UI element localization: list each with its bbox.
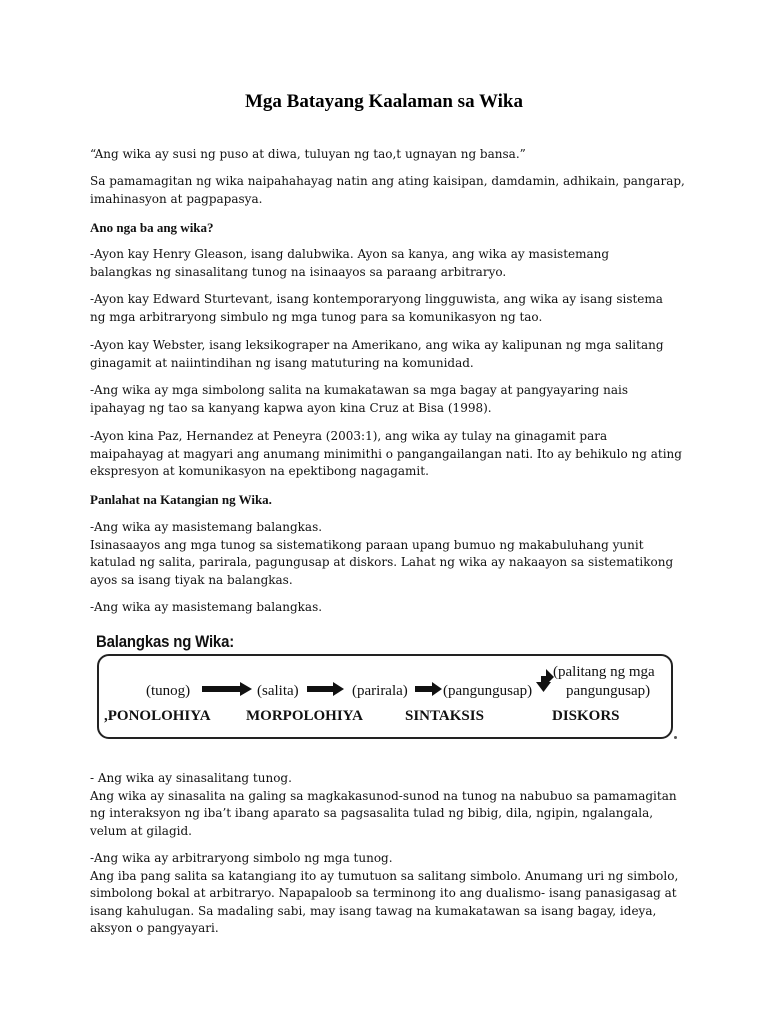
trait-masistemang-balangkas: -Ang wika ay masistemang balangkas. Isinasaayos ang mga tunog sa sistematikong paraan upang bumuo ng makabuluhang yunit katulad ng salita, parirala, pagungusap at diskors. Lahat ng wika ay nakaayon sa sistematikong ayos sa isang tiyak na balangkas.: [90, 520, 674, 587]
document-title: Mga Batayang Kaalaman sa Wika: [244, 90, 523, 112]
term-diskors: DISKORS: [552, 708, 620, 724]
arrow-right-icon: [536, 669, 554, 692]
trait-masistemang-balangkas-repeat: -Ang wika ay masistemang balangkas.: [90, 600, 323, 614]
section-heading-ano-ang-wika: Ano nga ba ang wika?: [90, 220, 214, 235]
definition-sturtevant: -Ayon kay Edward Sturtevant, isang kontemporaryong lingguwista, ang wika ay isang sistema ng mga arbitraryong simbulo ng mga tunog para sa komunikasyon ng tao.: [90, 292, 663, 324]
unit-pangungusap: (pangungusap): [443, 683, 533, 699]
definition-paz: -Ayon kina Paz, Hernandez at Peneyra (2003:1), ang wika ay tulay na ginagamit para maipahayag at magyari ang anumang minimithi o pangangailangan nati. Ito ay behikulo ng ating ekspresyon at komunikasyon na epektibong nagagamit.: [90, 429, 682, 478]
unit-salita: (salita): [257, 683, 299, 699]
unit-palitang-line2: pangungusap): [566, 683, 651, 699]
unit-tunog: (tunog): [146, 683, 191, 699]
definition-cruz-bisa: -Ang wika ay mga simbolong salita na kumakatawan sa mga bagay at pangyayaring nais ipahayag ng tao sa kanyang kapwa ayon kina Cruz at Bisa (1998).: [90, 383, 629, 415]
term-sintaksis: SINTAKSIS: [405, 708, 484, 724]
section-heading-katangian: Panlahat na Katangian ng Wika.: [90, 492, 272, 507]
quote: “Ang wika ay susi ng puso at diwa, tuluyan ng tao,t ugnayan ng bansa.”: [90, 147, 526, 161]
unit-parirala: (parirala): [352, 683, 408, 699]
definition-gleason: -Ayon kay Henry Gleason, isang dalubwika. Ayon sa kanya, ang wika ay masistemang balangkas ng sinasalitang tunog na isinaayos sa paraang arbitraryo.: [90, 247, 610, 279]
arrow-right-icon: [307, 682, 344, 696]
arrow-right-icon: [415, 682, 442, 696]
term-morpolohiya: MORPOLOHIYA: [246, 708, 363, 724]
arrow-right-icon: [202, 682, 252, 696]
trait-arbitraryong-simbolo: -Ang wika ay arbitraryong simbolo ng mga tunog. Ang iba pang salita sa katangiang ito ay tumutuon sa salitang simbolo. Anumang uri ng simbolo, simbolong bokal at arbitraryo. Napapaloob sa terminong ito ang dualismo- isang panasigasag at isang kahulugan. Sa madaling sabi, may isang tawag na kumakatawan sa isang bagay, ideya, aksyon o pangyayari.: [90, 851, 679, 935]
trait-sinasalitang-tunog: - Ang wika ay sinasalitang tunog. Ang wika ay sinasalita na galing sa magkakasunod-sunod na tunog na nabubuo sa pamamagitan ng interaksyon ng iba’t ibang aparato sa pagsasalita tulad ng bibig, dila, ngipin, ngalangala, velum at gilagid.: [90, 771, 677, 838]
dot-mark: [674, 736, 677, 739]
diagram-label: Balangkas ng Wika:: [96, 632, 235, 651]
term-ponolohiya: ,PONOLOHIYA: [104, 708, 211, 724]
definition-webster: -Ayon kay Webster, isang leksikograper na Amerikano, ang wika ay kalipunan ng mga salitang ginagamit at naiintindihan ng isang matuturing na komunidad.: [90, 338, 664, 370]
unit-palitang-line1: (palitang ng mga: [553, 664, 655, 680]
intro-paragraph: Sa pamamagitan ng wika naipahahayag natin ang ating kaisipan, damdamin, adhikain, pangarap, imahinasyon at pagpapasya.: [90, 174, 685, 206]
